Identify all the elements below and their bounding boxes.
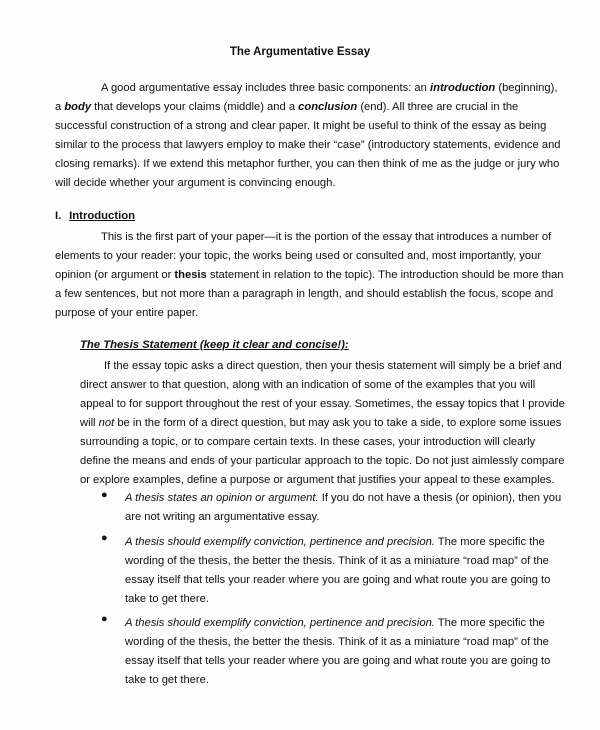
intro-line: similar to the process that lawyers employ to make their “case” (introductory statements, evidence and bbox=[55, 139, 561, 151]
section-heading bbox=[55, 210, 135, 222]
bullet-item: A thesis should exemplify conviction, pertinence and precision. The more specific the wording of the thesis, the better the thesis. Think of it as a miniature “road map” of the essay itself that tells your reader where you are going and what route you are going to take to get there. bbox=[125, 536, 551, 605]
thesis-paragraph bbox=[80, 357, 565, 490]
intro-line: closing remarks). If we extend this metaphor further, you can then think of me as the judge or jury who bbox=[55, 158, 560, 170]
intro-line: will decide whether your argument is convincing enough. bbox=[55, 177, 336, 189]
paragraph-line: or explore examples, define a purpose or argument that justifies your appeal to these examples. bbox=[80, 474, 555, 486]
paragraph-line: appeal to for support throughout the rest of your essay. Sometimes, the essay topics that I provide bbox=[80, 398, 565, 410]
bullet-item: A thesis should exemplify conviction, pertinence and precision. The more specific the wording of the thesis, the better the thesis. Think of it as a miniature “road map” of the essay itself that tells your reader where you are going and what route you are going to take to get there. bbox=[125, 617, 551, 686]
intro-line: a body that develops your claims (middle) and a conclusion (end). All three are crucial in the bbox=[55, 101, 519, 113]
paragraph-line: elements to your reader: your topic, the works being used or consulted and, most importantly, your bbox=[55, 250, 542, 262]
bullet-item: A thesis states an opinion or argument. If you do not have a thesis (or opinion), then you are not writing an argumentative essay. bbox=[125, 492, 562, 523]
bullet-icon: ● bbox=[101, 532, 108, 544]
paragraph-line: This is the first part of your paper—it is the portion of the essay that introduces a number of bbox=[101, 231, 552, 243]
intro-paragraph bbox=[55, 79, 561, 193]
intro-line: successful construction of a strong and clear paper. It might be useful to think of the essay as being bbox=[55, 120, 547, 132]
section-number: I. bbox=[55, 210, 62, 222]
paragraph-line: opinion (or argument or thesis statement in relation to the topic). The introduction should be more than bbox=[55, 269, 564, 281]
paragraph-line: surrounding a topic, or to compare certain texts. In these cases, your introduction will clearly bbox=[80, 436, 536, 448]
paragraph-line: define the means and ends of your particular approach to the topic. Do not just aimlessly compare bbox=[80, 455, 565, 467]
bullet-icon: ● bbox=[101, 613, 108, 625]
paragraph-line: a few sentences, but not more than a paragraph in length, and should establish the focus, scope and bbox=[55, 288, 554, 300]
section-title: Introduction bbox=[69, 210, 136, 222]
bullet-icon: ● bbox=[101, 489, 108, 501]
introduction-paragraph bbox=[55, 228, 564, 323]
paragraph-line: direct answer to that question, along with an indication of some of the examples that you will bbox=[80, 379, 536, 391]
paragraph-line: will not be in the form of a direct question, but may ask you to take a side, to explore some issues bbox=[80, 417, 562, 429]
subsection-heading: The Thesis Statement (keep it clear and concise!): bbox=[80, 339, 349, 351]
document-title: The Argumentative Essay bbox=[229, 46, 371, 58]
paragraph-line: purpose of your entire paper. bbox=[55, 307, 199, 319]
paragraph-line: If the essay topic asks a direct question, then your thesis statement will simply be a brief and bbox=[104, 360, 562, 372]
intro-line: A good argumentative essay includes three basic components: an introduction (beginning), bbox=[101, 82, 558, 94]
